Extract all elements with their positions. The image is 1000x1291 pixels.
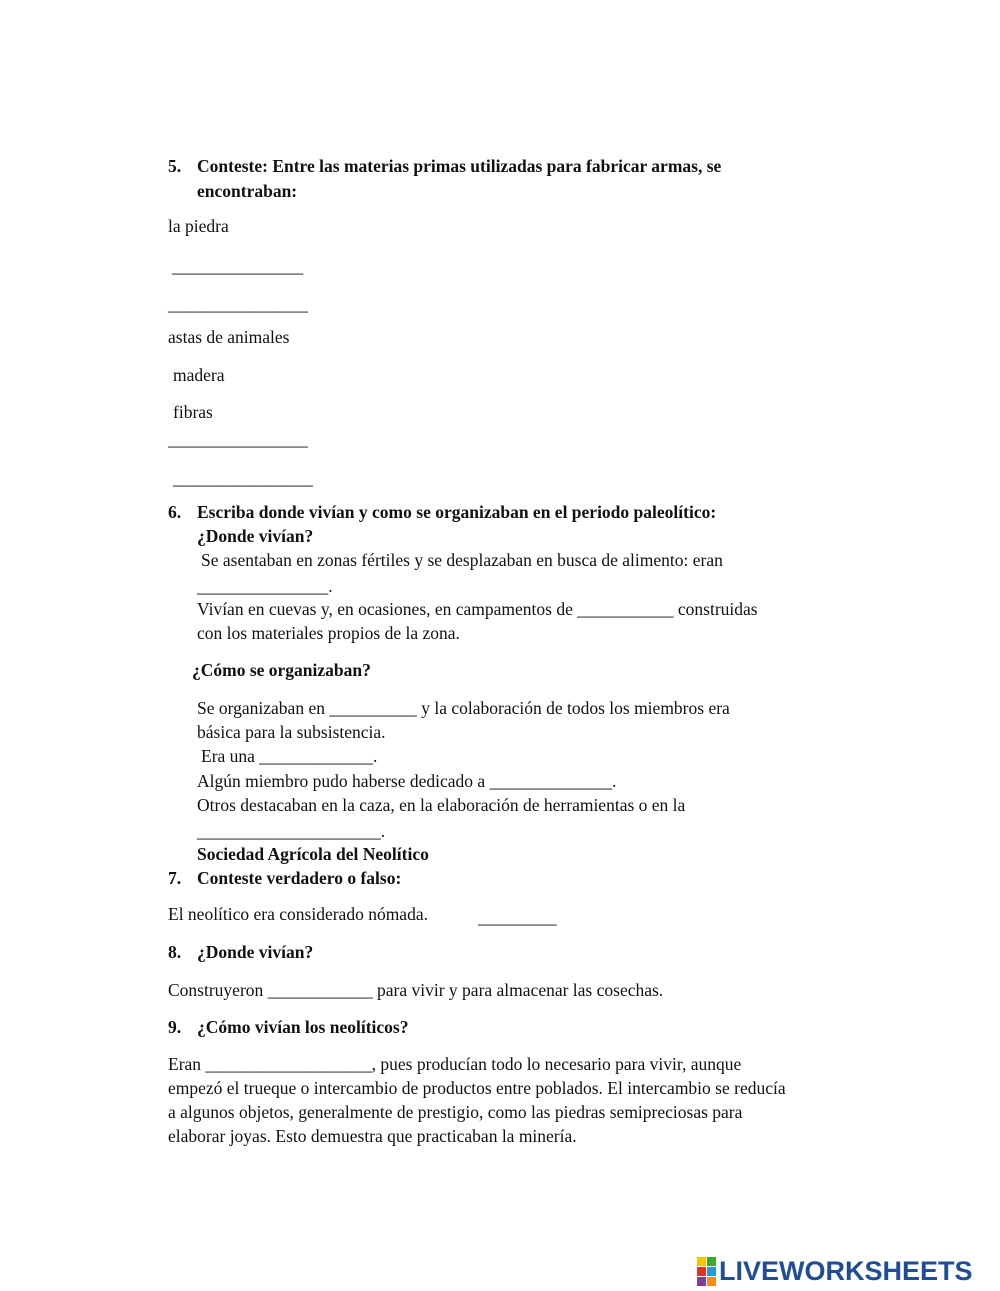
logo-block [697,1277,706,1286]
q6-line: Vivían en cuevas y, en ocasiones, en campamentos de ___________ construidas [197,599,758,619]
q6-line: Se organizaban en __________ y la colaboración de todos los miembros era [197,698,730,718]
logo-block [697,1257,706,1266]
q5-item: la piedra [168,216,229,236]
logo-block [707,1267,716,1276]
logo-mark-icon [697,1257,716,1286]
q6-line: básica para la subsistencia. [197,722,386,742]
logo-block [697,1267,706,1276]
q8-prompt: ¿Donde vivían? [197,942,314,962]
logo-block [707,1257,716,1266]
q5-answer-blank[interactable]: ________________ [168,429,308,449]
q6-number: 6. [168,502,182,522]
q7-answer-blank[interactable]: _________ [478,907,557,927]
q9-line: Eran ___________________, pues producían todo lo necesario para vivir, aunque [168,1054,742,1074]
q9-line: elaborar joyas. Esto demuestra que practicaban la minería. [168,1126,577,1146]
q6-sub-where: ¿Donde vivían? [197,526,314,546]
q5-item: astas de animales [168,327,290,347]
q6-answer-blank[interactable]: _______________. [197,576,333,596]
q7-statement: El neolítico era considerado nómada. [168,904,428,924]
q5-answer-blank[interactable]: _______________ [172,256,304,276]
q5-item: fibras [173,402,213,422]
q9-line: empezó el trueque o intercambio de productos entre poblados. El intercambio se reducía [168,1078,786,1098]
section-title: Sociedad Agrícola del Neolítico [197,844,429,864]
q6-sub-organization: ¿Cómo se organizaban? [192,660,371,680]
q6-line: Se asentaban en zonas fértiles y se desplazaban en busca de alimento: eran [201,550,723,570]
q9-number: 9. [168,1017,182,1037]
q5-answer-blank[interactable]: ________________ [173,468,313,488]
q6-line: con los materiales propios de la zona. [197,623,460,643]
q6-answer-blank[interactable]: _____________________. [197,821,386,841]
q9-line: a algunos objetos, generalmente de prestigio, como las piedras semipreciosas para [168,1102,743,1122]
q5-item: madera [173,365,225,385]
q5-prompt-line1: Conteste: Entre las materias primas utilizadas para fabricar armas, se [197,156,722,176]
q6-line: Algún miembro pudo haberse dedicado a ______________. [197,771,617,791]
q5-prompt-line2: encontraban: [197,181,298,201]
q9-prompt: ¿Cómo vivían los neolíticos? [197,1017,409,1037]
logo-block [707,1277,716,1286]
q8-text: Construyeron ____________ para vivir y para almacenar las cosechas. [168,980,664,1000]
q7-prompt: Conteste verdadero o falso: [197,868,402,888]
logo-text: LIVEWORKSHEETS [719,1255,973,1286]
q7-number: 7. [168,868,182,888]
q6-prompt: Escriba donde vivían y como se organizaban en el periodo paleolítico: [197,502,717,522]
liveworksheets-logo [697,1256,973,1286]
q6-line: Era una _____________. [201,746,378,766]
q5-number: 5. [168,156,182,176]
q6-line: Otros destacaban en la caza, en la elaboración de herramientas o en la [197,795,686,815]
q5-answer-blank[interactable]: ________________ [168,294,308,314]
q8-number: 8. [168,942,182,962]
